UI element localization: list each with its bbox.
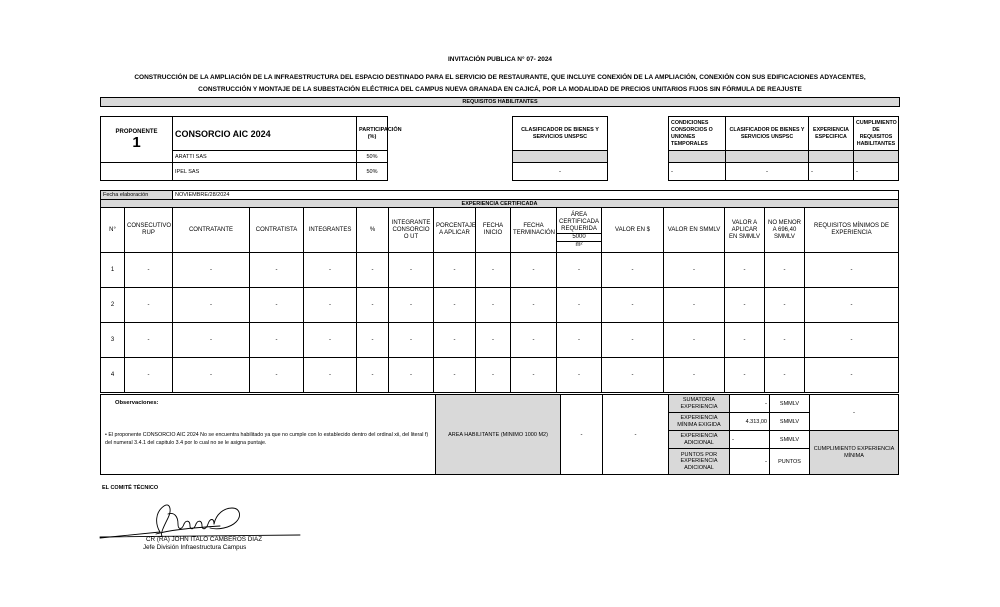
conditions-header-1: CONDICIONES CONSORCIOS O UNIONES TEMPORALES xyxy=(669,117,726,151)
cell-contratante: - xyxy=(173,358,250,393)
cell-porcentaje: - xyxy=(434,253,476,288)
experience-table xyxy=(100,207,899,393)
cell-inicio: - xyxy=(476,323,511,358)
col-pct: % xyxy=(357,208,389,253)
adicional-value: - xyxy=(730,431,770,449)
sumatoria-value: - xyxy=(730,395,770,413)
area-value-1: - xyxy=(561,395,603,475)
cell-smmlv: - xyxy=(664,358,725,393)
cell-contratante: - xyxy=(173,253,250,288)
cell-integrante_ut: - xyxy=(389,323,434,358)
cell-valor: - xyxy=(602,253,664,288)
cell-integrantes: - xyxy=(304,253,357,288)
cell-integrantes: - xyxy=(304,358,357,393)
cell-menor: - xyxy=(765,323,805,358)
table-row xyxy=(101,288,899,323)
cell-minimos: - xyxy=(805,288,899,323)
cell-contratante: - xyxy=(173,323,250,358)
cell-aplicar: - xyxy=(725,323,765,358)
col-smmlv: VALOR EN SMMLV xyxy=(664,208,725,253)
observations-text-cell xyxy=(101,431,436,475)
cell-contratista: - xyxy=(250,288,304,323)
cell-integrantes: - xyxy=(304,288,357,323)
cell-menor: - xyxy=(765,253,805,288)
cell-integrante_ut: - xyxy=(389,253,434,288)
date-value: NOVIEMBRE/28/2024 xyxy=(173,191,899,200)
minima-label: EXPERIENCIA MÍNIMA EXIGIDA xyxy=(669,413,730,431)
cell-area: - xyxy=(557,253,602,288)
cell-menor: - xyxy=(765,358,805,393)
cell-valor: - xyxy=(602,288,664,323)
table-row xyxy=(101,323,899,358)
cell-minimos: - xyxy=(805,358,899,393)
cell-terminacion: - xyxy=(511,358,557,393)
cell-contratista: - xyxy=(250,358,304,393)
cell-rup: - xyxy=(125,253,173,288)
invitation-title: INVITACIÓN PUBLICA N° 07- 2024 xyxy=(447,56,553,63)
cell-rup: - xyxy=(125,323,173,358)
date-label: Fecha elaboración xyxy=(101,191,173,200)
classifier-grey xyxy=(513,151,608,163)
classifier-header: CLASIFICADOR DE BIENES Y SERVICIOS UNSPSC xyxy=(513,117,608,151)
cell-integrante_ut: - xyxy=(389,288,434,323)
proponent-name: CONSORCIO AIC 2024 xyxy=(173,117,357,151)
committee-label: EL COMITÉ TÉCNICO xyxy=(102,485,159,491)
proponent-cell xyxy=(101,117,173,163)
classifier-value: - xyxy=(513,163,608,181)
cell-aplicar: - xyxy=(725,288,765,323)
section-title: REQUISITOS HABILITANTES xyxy=(100,97,900,107)
sumatoria-unit: SMMLV xyxy=(770,395,810,413)
cell-minimos: - xyxy=(805,323,899,358)
conditions-value-3: - xyxy=(809,163,854,181)
cell-minimos: - xyxy=(805,253,899,288)
cell-inicio: - xyxy=(476,358,511,393)
area-habilitante: AREA HABILITANTE (MINIMO 1000 M2) xyxy=(436,395,561,475)
observations-cell xyxy=(101,395,436,431)
puntos-unit: PUNTOS xyxy=(770,449,810,475)
col-rup: CONSECUTIVO RUP xyxy=(125,208,173,253)
cell-integrante_ut: - xyxy=(389,358,434,393)
cell-inicio: - xyxy=(476,253,511,288)
row-number: 1 xyxy=(101,253,125,288)
member-pct-2: 50% xyxy=(357,163,388,181)
cell-porcentaje: - xyxy=(434,323,476,358)
cell-area: - xyxy=(557,288,602,323)
col-inicio: FECHA INICIO xyxy=(476,208,511,253)
object-line-1: CONSTRUCCIÓN DE LA AMPLIACIÓN DE LA INFRAESTRUCTURA DEL ESPACIO DESTINADO PARA EL SERVICIO DE RESTAURANTE, QUE INCLUYE CONEXIÓN DE LA AMPLIACIÓN, CONEXIÓN CON SUS EDIFICACIONES ADYACENTES, xyxy=(134,74,866,81)
observations-text: • El proponente CONSORCIO AIC 2024 No se encuentra habilitado ya que no cumple con lo establecido dentro del ordinal xii, del literal f) del numeral 3.4.1 del capitulo 3.4 por lo cual no se le asigna puntaje. xyxy=(105,431,429,446)
experience-title: EXPERIENCIA CERTIFICADA xyxy=(101,200,899,208)
signer-role: Jefe División Infraestructura Campus xyxy=(143,544,247,551)
row-number: 3 xyxy=(101,323,125,358)
cell-porcentaje: - xyxy=(434,288,476,323)
conditions-header-2: CLASIFICADOR DE BIENES Y SERVICIOS UNSPSC xyxy=(726,117,809,151)
conditions-table xyxy=(668,116,899,181)
cell-contratante: - xyxy=(173,288,250,323)
col-area-unit: m² xyxy=(575,242,583,248)
experience-rows xyxy=(101,253,899,393)
col-integrantes: INTEGRANTES xyxy=(304,208,357,253)
cell-integrantes: - xyxy=(304,323,357,358)
row-number: 2 xyxy=(101,288,125,323)
cumplimiento-label: CUMPLIMIENTO EXPERIENCIA MÍNIMA xyxy=(810,431,899,475)
col-minimos: REQUISITOS MÍNIMOS DE EXPERIENCIA xyxy=(805,208,899,253)
cell-area: - xyxy=(557,358,602,393)
col-contratista: CONTRATISTA xyxy=(250,208,304,253)
member-name-2: IPEL SAS xyxy=(173,163,357,181)
area-value-2: - xyxy=(603,395,669,475)
cell-smmlv: - xyxy=(664,323,725,358)
cell-pct: - xyxy=(357,323,389,358)
col-terminacion: FECHA TERMINACIÓN xyxy=(511,208,557,253)
cell-aplicar: - xyxy=(725,253,765,288)
cumplimiento-dash: - xyxy=(810,395,899,431)
summary-table xyxy=(100,394,899,475)
classifier-table xyxy=(512,116,608,181)
col-n: N° xyxy=(101,208,125,253)
sumatoria-label: SUMATORIA EXPERIENCIA xyxy=(669,395,730,413)
conditions-header-4: CUMPLIMIENTO DE REQUISITOS HABILITANTES xyxy=(854,117,899,151)
col-menor: NO MENOR A 696,40 SMMLV xyxy=(765,208,805,253)
cell-terminacion: - xyxy=(511,323,557,358)
cell-inicio: - xyxy=(476,288,511,323)
cell-aplicar: - xyxy=(725,358,765,393)
proponent-blank xyxy=(101,163,173,181)
cell-valor: - xyxy=(602,323,664,358)
member-name-1: ARATTI SAS xyxy=(173,151,357,163)
adicional-label: EXPERIENCIA ADICIONAL xyxy=(669,431,730,449)
proponent-number: 1 xyxy=(132,133,141,151)
cell-menor: - xyxy=(765,288,805,323)
col-area-label: ÁREA CERTIFICADA REQUERIDA xyxy=(559,212,599,232)
table-row xyxy=(101,253,899,288)
cell-rup: - xyxy=(125,288,173,323)
col-integrante-ut: INTEGRANTE CONSORCIO O UT xyxy=(389,208,434,253)
cell-valor: - xyxy=(602,358,664,393)
signer-name: CR (RA) JOHN ITALO CAMBEROS DIAZ xyxy=(146,536,263,543)
proponent-label: PROPONENTE xyxy=(115,128,158,135)
col-porcentaje: PORCENTAJE A APLICAR xyxy=(434,208,476,253)
cell-contratista: - xyxy=(250,323,304,358)
member-pct-1: 50% xyxy=(357,151,388,163)
cell-terminacion: - xyxy=(511,253,557,288)
cell-smmlv: - xyxy=(664,288,725,323)
minima-unit: SMMLV xyxy=(770,413,810,431)
cell-smmlv: - xyxy=(664,253,725,288)
row-number: 4 xyxy=(101,358,125,393)
conditions-value-4: - xyxy=(854,163,899,181)
table-row xyxy=(101,358,899,393)
proponent-table xyxy=(100,116,402,181)
cell-porcentaje: - xyxy=(434,358,476,393)
puntos-value: - xyxy=(730,449,770,475)
col-area-value: 5000 xyxy=(557,233,601,242)
cell-contratista: - xyxy=(250,253,304,288)
puntos-label: PUNTOS POR EXPERIENCIA ADICIONAL xyxy=(669,449,730,475)
conditions-value-2: - xyxy=(726,163,809,181)
adicional-unit: SMMLV xyxy=(770,431,810,449)
participation-header: PARTICIPACIÓN (%) xyxy=(357,117,388,151)
minima-value: 4.313,00 xyxy=(730,413,770,431)
conditions-header-3: EXPERIENCIA ESPECIFICA xyxy=(809,117,854,151)
cell-terminacion: - xyxy=(511,288,557,323)
cell-area: - xyxy=(557,323,602,358)
cell-pct: - xyxy=(357,253,389,288)
observations-label: Observaciones: xyxy=(115,400,159,406)
col-area xyxy=(557,208,602,253)
object-line-2: CONSTRUCCIÓN Y MONTAJE DE LA SUBESTACIÓN ELÉCTRICA DEL CAMPUS NUEVA GRANADA EN CAJICÁ, POR LA MODALIDAD DE PRECIOS UNITARIOS FIJOS SIN FÓRMULA DE REAJUSTE xyxy=(198,86,802,93)
cell-pct: - xyxy=(357,288,389,323)
date-table xyxy=(100,190,899,208)
col-valor: VALOR EN $ xyxy=(602,208,664,253)
conditions-value-1: - xyxy=(669,163,726,181)
col-contratante: CONTRATANTE xyxy=(173,208,250,253)
col-aplicar: VALOR A APLICAR EN SMMLV xyxy=(725,208,765,253)
cell-rup: - xyxy=(125,358,173,393)
cell-pct: - xyxy=(357,358,389,393)
